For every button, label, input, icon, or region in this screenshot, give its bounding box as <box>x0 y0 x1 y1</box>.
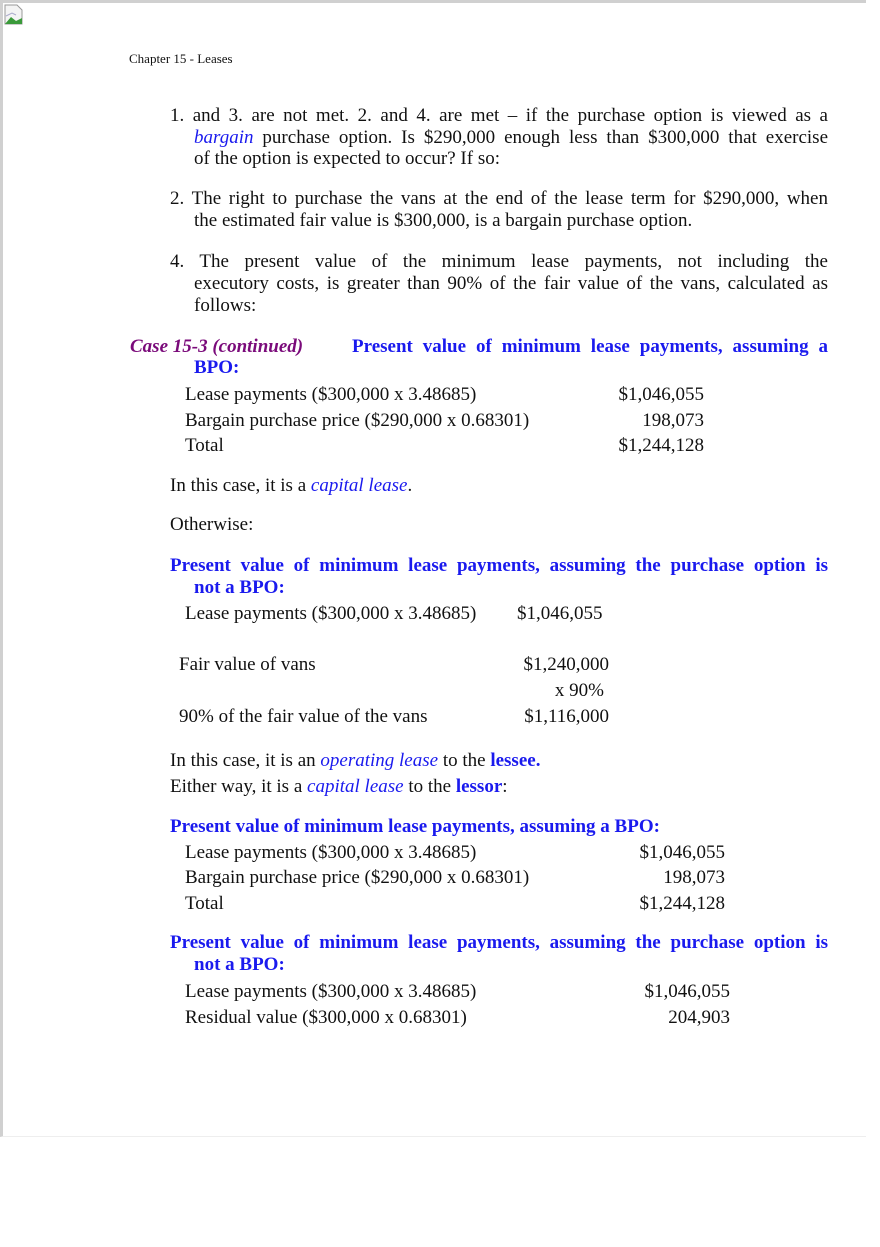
t1-value-2: $1,244,128 <box>618 435 704 456</box>
t3-value-2: $1,244,128 <box>639 893 725 914</box>
running-header: Chapter 15 - Leases <box>129 51 233 66</box>
text: In this case, it is an <box>170 750 321 771</box>
fv-value-2: $1,116,000 <box>524 706 609 727</box>
bargain-term: bargain <box>194 127 254 148</box>
broken-image-icon <box>3 4 25 26</box>
text: to the <box>438 750 491 771</box>
text: . <box>407 475 413 496</box>
otherwise: Otherwise: <box>170 514 254 535</box>
fv-label-2: 90% of the fair value of the vans <box>179 706 428 727</box>
lessor-term: lessor <box>455 776 503 797</box>
para-1-line2 <box>194 127 828 149</box>
t4-value-1: 204,903 <box>668 1007 730 1028</box>
case-label: Case 15-3 (continued) <box>130 336 304 357</box>
text: In this case, it is a <box>170 475 311 496</box>
t3-label-1: Bargain purchase price ($290,000 x 0.68301) <box>185 867 530 888</box>
t2-value: $1,046,055 <box>517 603 603 624</box>
fv-label-0: Fair value of vans <box>179 654 316 675</box>
heading-3: Present value of minimum lease payments, assuming a BPO: <box>170 816 660 837</box>
para-1-line1: 1. and 3. are not met. 2. and 4. are met – if the purchase option is viewed as a <box>170 105 828 126</box>
para-4-line3: follows: <box>194 295 257 316</box>
t1-label-1: Bargain purchase price ($290,000 x 0.68301) <box>185 410 530 431</box>
t1-label-0: Lease payments ($300,000 x 3.48685) <box>185 384 477 405</box>
heading-2-line1: Present value of minimum lease payments, assuming the purchase option is <box>170 555 828 576</box>
t3-label-2: Total <box>185 893 224 914</box>
t3-label-0: Lease payments ($300,000 x 3.48685) <box>185 842 477 863</box>
para-2-line1: 2. The right to purchase the vans at the end of the lease term for $290,000, when <box>170 188 828 209</box>
sentence-3 <box>170 776 508 798</box>
para-4-line2: executory costs, is greater than 90% of the fair value of the vans, calculated as <box>194 273 828 294</box>
text: Either way, it is a <box>170 776 308 797</box>
sentence-1 <box>170 475 412 497</box>
fv-value-1: x 90% <box>554 680 604 701</box>
para-4-line1: 4. The present value of the minimum lease payments, not including the <box>170 251 828 272</box>
fv-value-0: $1,240,000 <box>523 654 609 675</box>
para-2-line2: the estimated fair value is $300,000, is a bargain purchase option. <box>194 210 693 231</box>
lessee-term: lessee. <box>490 750 541 771</box>
t2-label: Lease payments ($300,000 x 3.48685) <box>185 603 477 624</box>
heading-1-line1: Present value of minimum lease payments, assuming a <box>352 336 828 357</box>
heading-4-line2: not a BPO: <box>194 954 285 975</box>
t3-value-0: $1,046,055 <box>639 842 725 863</box>
t3-value-1: 198,073 <box>663 867 725 888</box>
text: to the <box>403 776 456 797</box>
text: purchase option. Is $290,000 enough less than $300,000 that exercise <box>253 127 828 148</box>
t4-value-0: $1,046,055 <box>644 981 730 1002</box>
t4-label-0: Lease payments ($300,000 x 3.48685) <box>185 981 477 1002</box>
text: : <box>502 776 508 797</box>
t1-value-0: $1,046,055 <box>618 384 704 405</box>
heading-4-line1: Present value of minimum lease payments, assuming the purchase option is <box>170 932 828 953</box>
para-1-line3: of the option is expected to occur? If so: <box>194 148 501 169</box>
t1-label-2: Total <box>185 435 224 456</box>
capital-lease-term: capital lease <box>307 776 404 797</box>
t4-label-1: Residual value ($300,000 x 0.68301) <box>185 1007 467 1028</box>
sentence-2 <box>170 750 540 772</box>
operating-lease-term: operating lease <box>320 750 439 771</box>
heading-2-line2: not a BPO: <box>194 577 285 598</box>
heading-1-line2: BPO: <box>194 357 240 378</box>
capital-lease-term: capital lease <box>310 475 408 496</box>
t1-value-1: 198,073 <box>642 410 704 431</box>
